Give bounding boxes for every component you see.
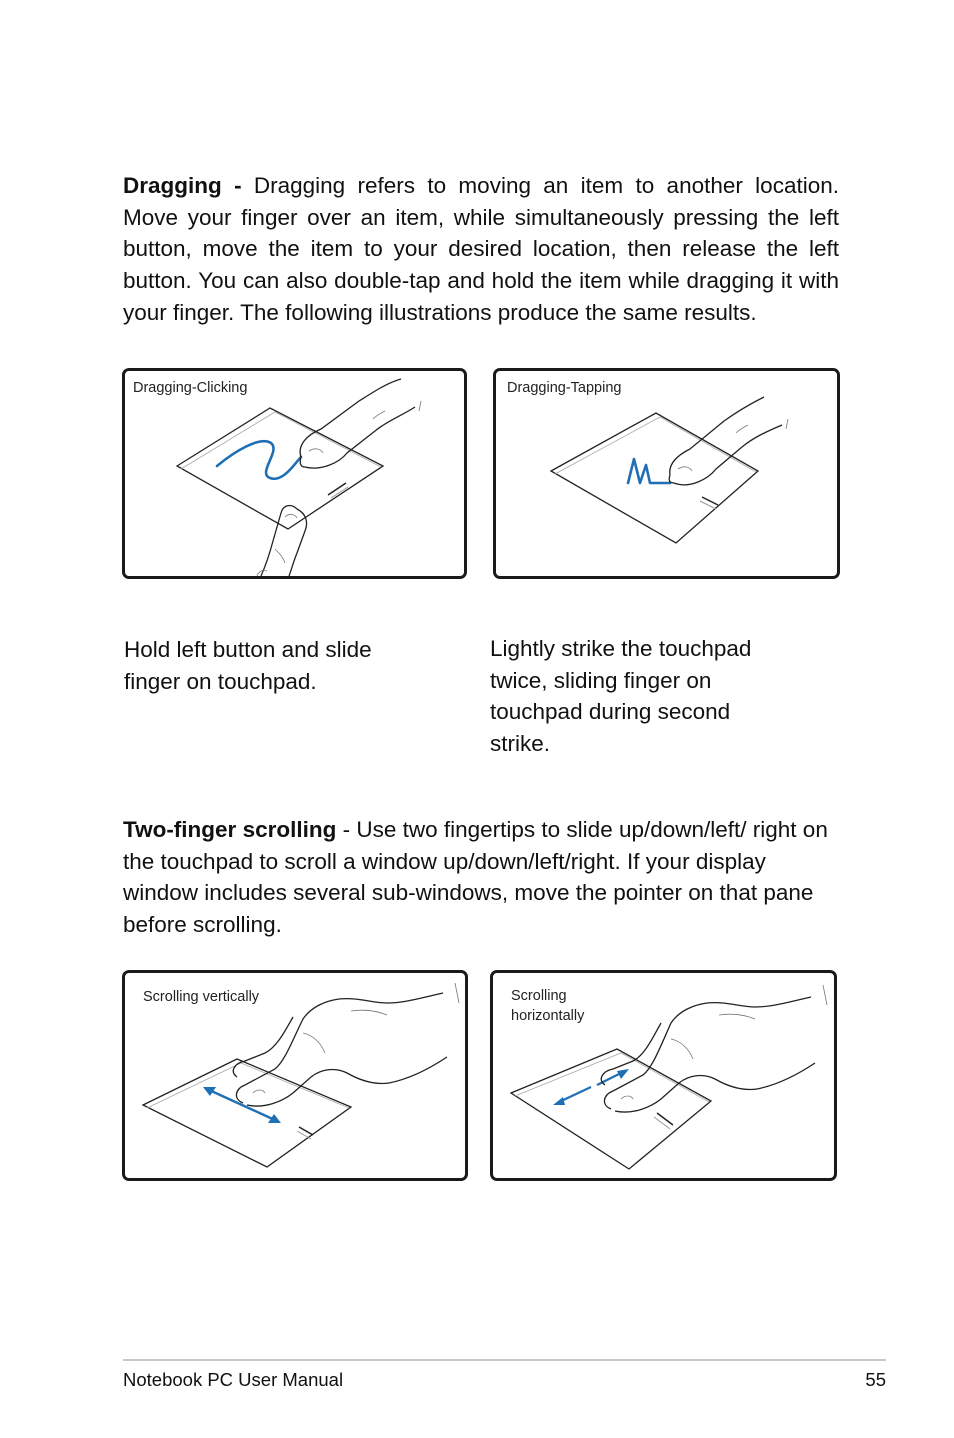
scrolling-horizontally-illustration xyxy=(490,970,837,1181)
two-finger-description: - Use two fingertips to slide up/down/left/ right on the touchpad to scroll a window up/down/left/right. If your display window includes several sub-windows, move the pointer on that pane before scrolling. xyxy=(123,817,828,938)
page-number: 55 xyxy=(865,1369,886,1390)
footer-title: Notebook PC User Manual xyxy=(123,1369,344,1390)
two-finger-term: Two-finger scrolling xyxy=(123,817,337,842)
dragging-tapping-caption: Lightly strike the touchpad twice, sliding finger on touchpad during second strike. xyxy=(490,636,752,756)
two-finger-scrolling-paragraph xyxy=(123,814,839,941)
touchpad-drag-click-drawing xyxy=(125,371,464,576)
scrolling-vertically-label: Scrolling vertically xyxy=(143,989,260,1005)
dragging-term: Dragging - xyxy=(123,173,242,198)
dragging-tapping-label: Dragging-Tapping xyxy=(507,380,622,396)
dragging-description: Dragging refers to moving an item to another location. Move your finger over an item, while simultaneously pressing the left button, move the item to your desired location, then release the left button. You can also double-tap and hold the item while dragging it with your finger. The following illustrations produce the same results. xyxy=(123,173,839,325)
dragging-paragraph xyxy=(123,170,839,329)
dragging-tapping-illustration xyxy=(493,368,840,579)
scrolling-horizontally-label-line2: horizontally xyxy=(511,1008,585,1024)
touchpad-scroll-horizontal-drawing xyxy=(493,973,834,1178)
scrolling-vertically-illustration xyxy=(122,970,468,1181)
scrolling-horizontally-label-line1: Scrolling xyxy=(511,988,567,1004)
dragging-clicking-label: Dragging-Clicking xyxy=(133,380,248,396)
touchpad-scroll-vertical-drawing xyxy=(125,973,465,1178)
touchpad-drag-tap-drawing xyxy=(496,371,837,576)
dragging-clicking-illustration xyxy=(122,368,467,579)
dragging-clicking-caption: Hold left button and slide finger on touchpad. xyxy=(124,637,372,694)
footer-divider xyxy=(123,1359,886,1361)
